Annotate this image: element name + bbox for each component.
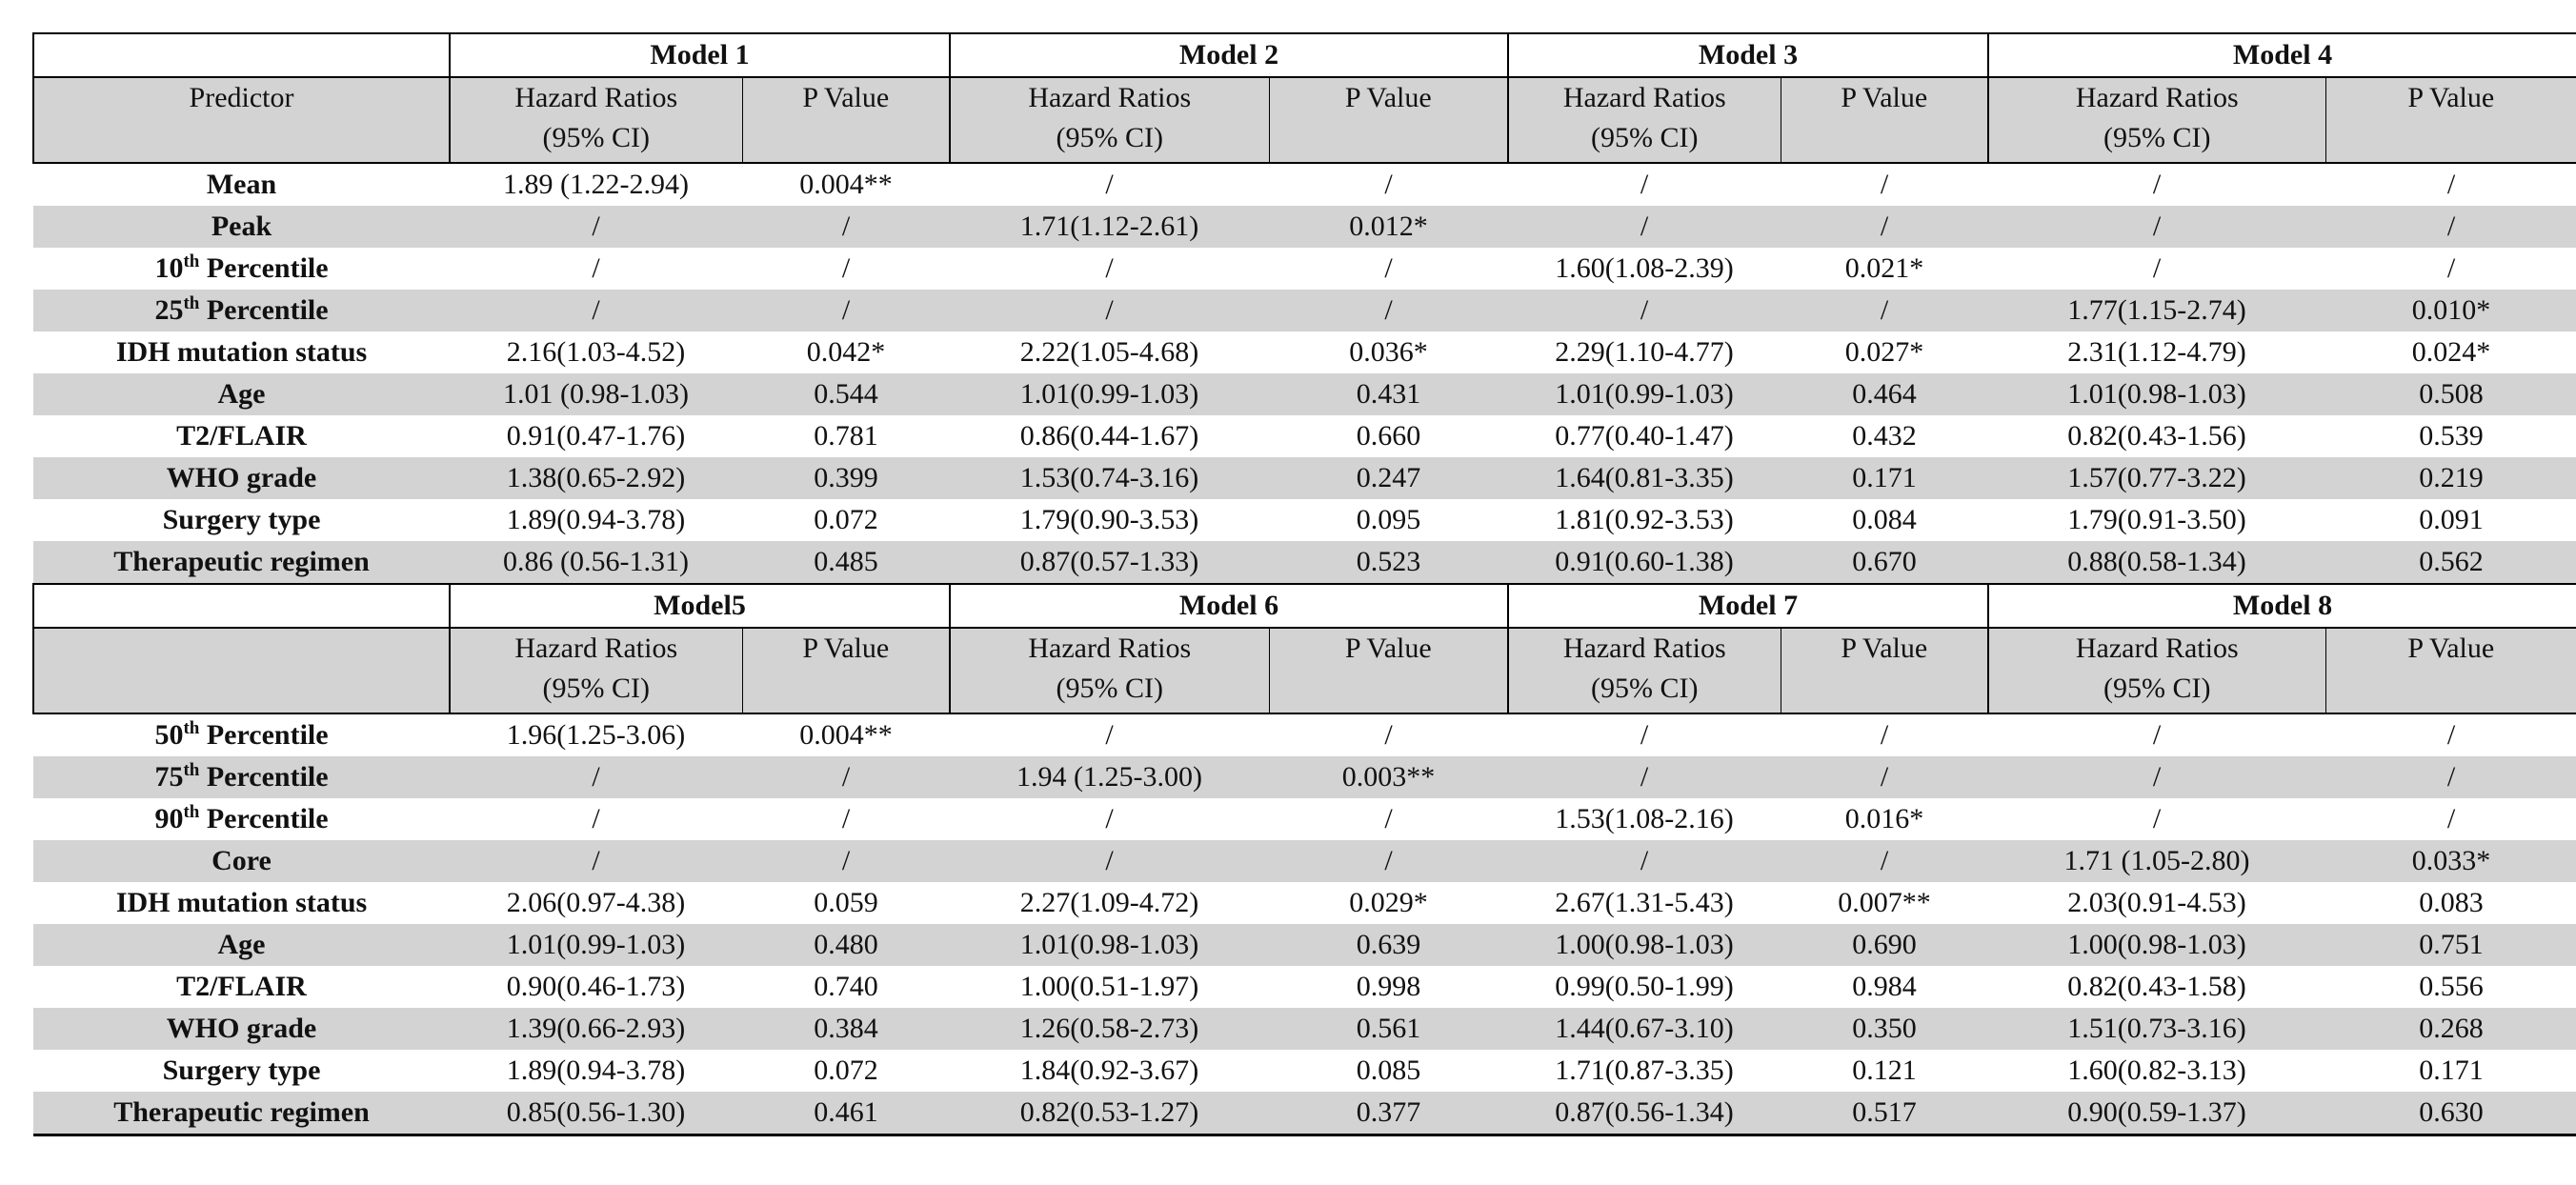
predictor-cell [33, 713, 450, 756]
hazard-ratio-cell: / [1105, 252, 1114, 284]
predictor-cell [33, 163, 450, 206]
p-value-cell: / [1781, 840, 1988, 882]
hazard-ratio-cell: 1.00(0.51-1.97) [1019, 971, 1199, 1002]
hazard-ratio-header-line2: (95% CI) [1591, 673, 1699, 704]
p-value-cell: 0.033* [2325, 840, 2576, 882]
p-value-cell: 0.561 [1269, 1008, 1508, 1050]
predictor-cell [33, 882, 450, 924]
hazard-ratio-cell: 1.26(0.58-2.73) [950, 1008, 1269, 1050]
p-value-cell: / [1781, 206, 1988, 248]
p-value-cell: 0.042* [806, 336, 886, 368]
hazard-ratio-cell: / [1105, 803, 1114, 834]
predictor-header [33, 628, 450, 713]
p-value-header: P Value [1781, 77, 1988, 163]
predictor-label: 75 [154, 761, 184, 793]
predictor-cell [33, 457, 450, 499]
hazard-ratio-cell: 0.82(0.43-1.58) [2067, 971, 2246, 1002]
p-value-cell: 0.639 [1269, 924, 1508, 966]
p-value-cell: / [1269, 290, 1508, 331]
predictor-label: Core [211, 845, 272, 876]
hazard-ratio-cell: / [1508, 206, 1781, 248]
predictor-cell [33, 1092, 450, 1135]
p-value-cell: 0.562 [2325, 541, 2576, 584]
hazard-ratio-cell: 0.82(0.43-1.56) [2067, 420, 2246, 452]
p-value-cell: 0.268 [2325, 1008, 2576, 1050]
predictor-cell [33, 966, 450, 1008]
table-row [33, 331, 2576, 373]
predictor-cell [33, 290, 450, 331]
predictor-label: Age [217, 378, 266, 410]
predictor-suffix: Percentile [199, 719, 329, 751]
p-value-cell: / [1781, 290, 1988, 331]
model-header: Model 6 [950, 584, 1508, 628]
hazard-ratio-cell: 1.38(0.65-2.92) [450, 457, 742, 499]
p-value-cell: 0.517 [1781, 1092, 1988, 1135]
p-value-cell: 0.171 [1781, 457, 1988, 499]
predictor-suffix: Percentile [199, 252, 329, 284]
hazard-ratio-cell: / [1508, 840, 1781, 882]
p-value-cell: / [1269, 840, 1508, 882]
predictor-label: IDH mutation status [115, 887, 368, 918]
p-value-cell: 0.998 [1356, 971, 1421, 1002]
hazard-ratio-cell: 1.57(0.77-3.22) [1988, 457, 2325, 499]
hazard-ratio-header-line2: (95% CI) [1056, 673, 1163, 704]
sub-header-row [33, 77, 2576, 163]
p-value-cell: 0.740 [814, 971, 878, 1002]
hazard-ratio-cell: 1.71 (1.05-2.80) [1988, 840, 2325, 882]
hazard-ratio-header-line1: Hazard Ratios [1028, 633, 1192, 664]
hazard-ratio-cell: 1.60(0.82-3.13) [2067, 1054, 2246, 1086]
hazard-ratio-cell: 1.01(0.98-1.03) [1988, 373, 2325, 415]
hazard-ratio-cell: 1.44(0.67-3.10) [1508, 1008, 1781, 1050]
p-value-cell: 0.121 [1852, 1054, 1917, 1086]
hazard-ratio-table [32, 32, 2576, 1136]
p-value-cell: / [2446, 252, 2456, 284]
p-value-cell: 0.004** [799, 169, 893, 200]
table-row [33, 713, 2576, 756]
p-value-cell: 0.016* [1844, 803, 1924, 834]
hazard-ratio-cell: 0.90(0.59-1.37) [1988, 1092, 2325, 1135]
p-value-cell: 0.480 [742, 924, 950, 966]
predictor-suffix: Percentile [199, 761, 329, 793]
predictor-label: Surgery type [162, 1054, 321, 1086]
hazard-ratio-header [1988, 77, 2325, 163]
hazard-ratio-cell: 1.01(0.99-1.03) [450, 924, 742, 966]
predictor-label: Therapeutic regimen [113, 546, 370, 577]
p-value-cell: 0.091 [2419, 504, 2484, 535]
table-row [33, 373, 2576, 415]
hazard-ratio-cell: 1.77(1.15-2.74) [1988, 290, 2325, 331]
sub-header-row [33, 628, 2576, 713]
hazard-ratio-cell: 2.22(1.05-4.68) [1019, 336, 1199, 368]
hazard-ratio-header-line2: (95% CI) [1056, 122, 1163, 153]
p-value-cell: 0.432 [1852, 420, 1917, 452]
p-value-cell: 0.083 [2419, 887, 2484, 918]
p-value-cell: / [1384, 719, 1393, 751]
p-value-cell: / [2446, 803, 2456, 834]
hazard-ratio-cell: 0.91(0.47-1.76) [506, 420, 686, 452]
predictor-label: Surgery type [162, 504, 321, 535]
p-value-cell: / [1880, 719, 1889, 751]
hazard-ratio-header-line2: (95% CI) [542, 122, 650, 153]
hazard-ratio-cell: / [1640, 719, 1649, 751]
predictor-cell [33, 541, 450, 584]
predictor-label: Therapeutic regimen [113, 1096, 370, 1128]
p-value-cell: 0.670 [1781, 541, 1988, 584]
predictor-label: 90 [154, 803, 184, 834]
p-value-cell: / [742, 206, 950, 248]
hazard-ratio-cell: / [450, 206, 742, 248]
p-value-cell: 0.690 [1781, 924, 1988, 966]
hazard-ratio-header-line1: Hazard Ratios [2075, 82, 2239, 113]
p-value-header: P Value [742, 77, 950, 163]
hazard-ratio-cell: 2.16(1.03-4.52) [506, 336, 686, 368]
p-value-cell: / [1384, 803, 1393, 834]
hazard-ratio-cell: 1.71(0.87-3.35) [1555, 1054, 1734, 1086]
predictor-label: 10 [154, 252, 184, 284]
hazard-ratio-cell: 0.86(0.44-1.67) [1019, 420, 1199, 452]
predictor-cell [33, 248, 450, 290]
table-row [33, 457, 2576, 499]
corner-cell [33, 33, 450, 77]
predictor-suffix: Percentile [199, 803, 329, 834]
predictor-label: T2/FLAIR [176, 971, 307, 1002]
hazard-ratio-cell: 0.91(0.60-1.38) [1508, 541, 1781, 584]
predictor-label: 25 [154, 294, 184, 326]
p-value-cell: / [2446, 719, 2456, 751]
p-value-cell: 0.003** [1269, 756, 1508, 798]
predictor-cell [33, 1008, 450, 1050]
model-header: Model 7 [1508, 584, 1988, 628]
model-header-row [33, 584, 2576, 628]
table-row [33, 924, 2576, 966]
hazard-ratio-cell: 1.89(0.94-3.78) [506, 1054, 686, 1086]
hazard-ratio-cell: 1.00(0.98-1.03) [1508, 924, 1781, 966]
model-header: Model 1 [450, 33, 950, 77]
p-value-cell: / [742, 840, 950, 882]
hazard-ratio-header [1508, 77, 1781, 163]
model-header: Model5 [450, 584, 950, 628]
hazard-ratio-cell: 0.87(0.57-1.33) [950, 541, 1269, 584]
hazard-ratio-header-line1: Hazard Ratios [2075, 633, 2239, 664]
hazard-ratio-header [1508, 628, 1781, 713]
p-value-cell: / [742, 290, 950, 331]
p-value-cell: 0.007** [1838, 887, 1931, 918]
table-body [33, 33, 2576, 1135]
p-value-cell: 0.556 [2419, 971, 2484, 1002]
predictor-superscript: th [183, 251, 200, 271]
p-value-cell: 0.072 [814, 1054, 878, 1086]
p-value-cell: 0.431 [1269, 373, 1508, 415]
predictor-superscript: th [183, 760, 200, 780]
predictor-label: WHO grade [166, 1013, 317, 1044]
hazard-ratio-cell: 1.60(1.08-2.39) [1555, 252, 1734, 284]
p-value-cell: 0.751 [2325, 924, 2576, 966]
hazard-ratio-cell: / [2152, 719, 2162, 751]
hazard-ratio-cell: 2.29(1.10-4.77) [1555, 336, 1734, 368]
p-value-cell: 0.384 [742, 1008, 950, 1050]
p-value-cell: 0.059 [814, 887, 878, 918]
predictor-label: Age [217, 929, 266, 960]
hazard-ratio-header-line2: (95% CI) [2103, 122, 2211, 153]
p-value-cell: 0.508 [2325, 373, 2576, 415]
hazard-ratio-cell: 1.79(0.91-3.50) [2067, 504, 2246, 535]
p-value-cell: 0.219 [2325, 457, 2576, 499]
hazard-ratio-cell: 1.96(1.25-3.06) [506, 719, 686, 751]
predictor-label: T2/FLAIR [176, 420, 307, 452]
table-row [33, 163, 2576, 206]
p-value-cell: 0.021* [1844, 252, 1924, 284]
hazard-ratio-cell: 1.01(0.98-1.03) [950, 924, 1269, 966]
hazard-ratio-header-line1: Hazard Ratios [1562, 82, 1726, 113]
hazard-ratio-cell: 2.06(0.97-4.38) [506, 887, 686, 918]
p-value-cell: / [841, 803, 851, 834]
p-value-cell: 0.247 [1269, 457, 1508, 499]
hazard-ratio-header-line1: Hazard Ratios [514, 633, 678, 664]
table-row [33, 206, 2576, 248]
table-row [33, 966, 2576, 1008]
table-row [33, 499, 2576, 541]
model-header-row [33, 33, 2576, 77]
table-row [33, 882, 2576, 924]
table-row [33, 1008, 2576, 1050]
predictor-cell [33, 798, 450, 840]
hazard-ratio-cell: 1.71(1.12-2.61) [950, 206, 1269, 248]
corner-cell [33, 584, 450, 628]
p-value-cell: 0.029* [1349, 887, 1428, 918]
hazard-ratio-table-wrapper [32, 32, 2576, 1136]
predictor-label: Mean [206, 169, 277, 200]
predictor-superscript: th [183, 293, 200, 313]
hazard-ratio-cell: 1.94 (1.25-3.00) [950, 756, 1269, 798]
hazard-ratio-cell: / [592, 803, 600, 834]
hazard-ratio-cell: 1.39(0.66-2.93) [450, 1008, 742, 1050]
hazard-ratio-header-line2: (95% CI) [2103, 673, 2211, 704]
predictor-label: IDH mutation status [115, 336, 368, 368]
p-value-header: P Value [742, 628, 950, 713]
p-value-cell: 0.084 [1852, 504, 1917, 535]
p-value-cell: 0.544 [742, 373, 950, 415]
p-value-cell: 0.984 [1852, 971, 1917, 1002]
hazard-ratio-cell: 1.51(0.73-3.16) [1988, 1008, 2325, 1050]
hazard-ratio-cell: / [450, 756, 742, 798]
hazard-ratio-cell: 1.53(1.08-2.16) [1555, 803, 1734, 834]
hazard-ratio-cell: 1.89(0.94-3.78) [506, 504, 686, 535]
predictor-suffix: Percentile [199, 294, 329, 326]
hazard-ratio-cell: 2.31(1.12-4.79) [2067, 336, 2246, 368]
p-value-header: P Value [1269, 628, 1508, 713]
hazard-ratio-header-line1: Hazard Ratios [514, 82, 678, 113]
hazard-ratio-cell: 1.64(0.81-3.35) [1508, 457, 1781, 499]
predictor-cell [33, 924, 450, 966]
predictor-header: Predictor [33, 77, 450, 163]
hazard-ratio-cell: / [2152, 803, 2162, 834]
hazard-ratio-cell: 1.01(0.99-1.03) [950, 373, 1269, 415]
hazard-ratio-cell: / [1640, 169, 1649, 200]
p-value-cell: 0.464 [1781, 373, 1988, 415]
predictor-cell [33, 840, 450, 882]
hazard-ratio-cell: 1.01 (0.98-1.03) [450, 373, 742, 415]
hazard-ratio-cell: 0.99(0.50-1.99) [1555, 971, 1734, 1002]
hazard-ratio-cell: 2.03(0.91-4.53) [2067, 887, 2246, 918]
hazard-ratio-cell: / [950, 290, 1269, 331]
p-value-header: P Value [2325, 77, 2576, 163]
p-value-cell: 0.539 [2419, 420, 2484, 452]
hazard-ratio-cell: / [1105, 719, 1114, 751]
hazard-ratio-cell: / [2152, 169, 2162, 200]
hazard-ratio-header-line2: (95% CI) [542, 673, 650, 704]
hazard-ratio-header [950, 628, 1269, 713]
hazard-ratio-header-line1: Hazard Ratios [1028, 82, 1192, 113]
p-value-cell: 0.012* [1269, 206, 1508, 248]
predictor-cell [33, 499, 450, 541]
predictor-superscript: th [183, 718, 200, 738]
predictor-label: WHO grade [166, 462, 317, 493]
table-row [33, 415, 2576, 457]
table-row [33, 1050, 2576, 1092]
p-value-cell: 0.171 [2419, 1054, 2484, 1086]
predictor-cell [33, 415, 450, 457]
hazard-ratio-cell: 0.82(0.53-1.27) [950, 1092, 1269, 1135]
table-row [33, 290, 2576, 331]
hazard-ratio-cell: 1.84(0.92-3.67) [1019, 1054, 1199, 1086]
table-row [33, 840, 2576, 882]
table-row [33, 756, 2576, 798]
p-value-cell: 0.095 [1356, 504, 1421, 535]
p-value-header: P Value [2325, 628, 2576, 713]
hazard-ratio-header [450, 628, 742, 713]
hazard-ratio-header [1988, 628, 2325, 713]
model-header: Model 2 [950, 33, 1508, 77]
hazard-ratio-cell: / [592, 252, 600, 284]
hazard-ratio-cell: 0.90(0.46-1.73) [506, 971, 686, 1002]
p-value-cell: 0.630 [2325, 1092, 2576, 1135]
p-value-cell: / [2325, 756, 2576, 798]
hazard-ratio-cell: 1.81(0.92-3.53) [1555, 504, 1734, 535]
predictor-cell [33, 206, 450, 248]
hazard-ratio-cell: / [1105, 169, 1114, 200]
hazard-ratio-cell: 1.00(0.98-1.03) [1988, 924, 2325, 966]
hazard-ratio-header-line2: (95% CI) [1591, 122, 1699, 153]
hazard-ratio-cell: 0.77(0.40-1.47) [1555, 420, 1734, 452]
hazard-ratio-cell: 2.67(1.31-5.43) [1555, 887, 1734, 918]
table-row [33, 248, 2576, 290]
hazard-ratio-cell: / [1988, 206, 2325, 248]
p-value-cell: / [1781, 756, 1988, 798]
p-value-cell: 0.377 [1269, 1092, 1508, 1135]
p-value-cell: 0.072 [814, 504, 878, 535]
hazard-ratio-cell: / [450, 290, 742, 331]
hazard-ratio-cell: 1.01(0.99-1.03) [1508, 373, 1781, 415]
hazard-ratio-cell: 2.27(1.09-4.72) [1019, 887, 1199, 918]
hazard-ratio-cell: / [950, 840, 1269, 882]
p-value-cell: / [841, 252, 851, 284]
model-header: Model 8 [1988, 584, 2576, 628]
p-value-cell: / [742, 756, 950, 798]
hazard-ratio-cell: 1.79(0.90-3.53) [1019, 504, 1199, 535]
hazard-ratio-cell: 0.87(0.56-1.34) [1508, 1092, 1781, 1135]
p-value-cell: 0.350 [1781, 1008, 1988, 1050]
p-value-cell: / [1880, 169, 1889, 200]
predictor-cell [33, 756, 450, 798]
hazard-ratio-header [450, 77, 742, 163]
hazard-ratio-cell: 0.86 (0.56-1.31) [450, 541, 742, 584]
p-value-cell: 0.036* [1349, 336, 1428, 368]
model-header: Model 3 [1508, 33, 1988, 77]
hazard-ratio-cell: / [1508, 290, 1781, 331]
p-value-cell: 0.461 [742, 1092, 950, 1135]
hazard-ratio-cell: / [1508, 756, 1781, 798]
predictor-superscript: th [183, 802, 200, 822]
p-value-cell: 0.781 [814, 420, 878, 452]
p-value-cell: 0.085 [1356, 1054, 1421, 1086]
p-value-cell: 0.399 [742, 457, 950, 499]
hazard-ratio-cell: 0.88(0.58-1.34) [1988, 541, 2325, 584]
predictor-cell [33, 331, 450, 373]
model-header: Model 4 [1988, 33, 2576, 77]
predictor-cell [33, 373, 450, 415]
predictor-label: 50 [154, 719, 184, 751]
p-value-cell: / [2325, 206, 2576, 248]
p-value-cell: / [2446, 169, 2456, 200]
hazard-ratio-header-line1: Hazard Ratios [1562, 633, 1726, 664]
p-value-cell: 0.485 [742, 541, 950, 584]
hazard-ratio-cell: / [450, 840, 742, 882]
hazard-ratio-cell: 0.85(0.56-1.30) [450, 1092, 742, 1135]
table-row [33, 1092, 2576, 1135]
p-value-header: P Value [1781, 628, 1988, 713]
p-value-cell: 0.010* [2325, 290, 2576, 331]
hazard-ratio-cell: / [2152, 252, 2162, 284]
predictor-cell [33, 1050, 450, 1092]
p-value-cell: / [1384, 169, 1393, 200]
table-row [33, 798, 2576, 840]
predictor-label: Peak [211, 211, 272, 242]
p-value-header: P Value [1269, 77, 1508, 163]
p-value-cell: 0.004** [799, 719, 893, 751]
p-value-cell: 0.523 [1269, 541, 1508, 584]
hazard-ratio-header [950, 77, 1269, 163]
hazard-ratio-cell: 1.53(0.74-3.16) [950, 457, 1269, 499]
p-value-cell: 0.024* [2411, 336, 2491, 368]
table-row [33, 541, 2576, 584]
hazard-ratio-cell: 1.89 (1.22-2.94) [503, 169, 689, 200]
p-value-cell: / [1384, 252, 1393, 284]
p-value-cell: 0.660 [1356, 420, 1421, 452]
hazard-ratio-cell: / [1988, 756, 2325, 798]
p-value-cell: 0.027* [1844, 336, 1924, 368]
